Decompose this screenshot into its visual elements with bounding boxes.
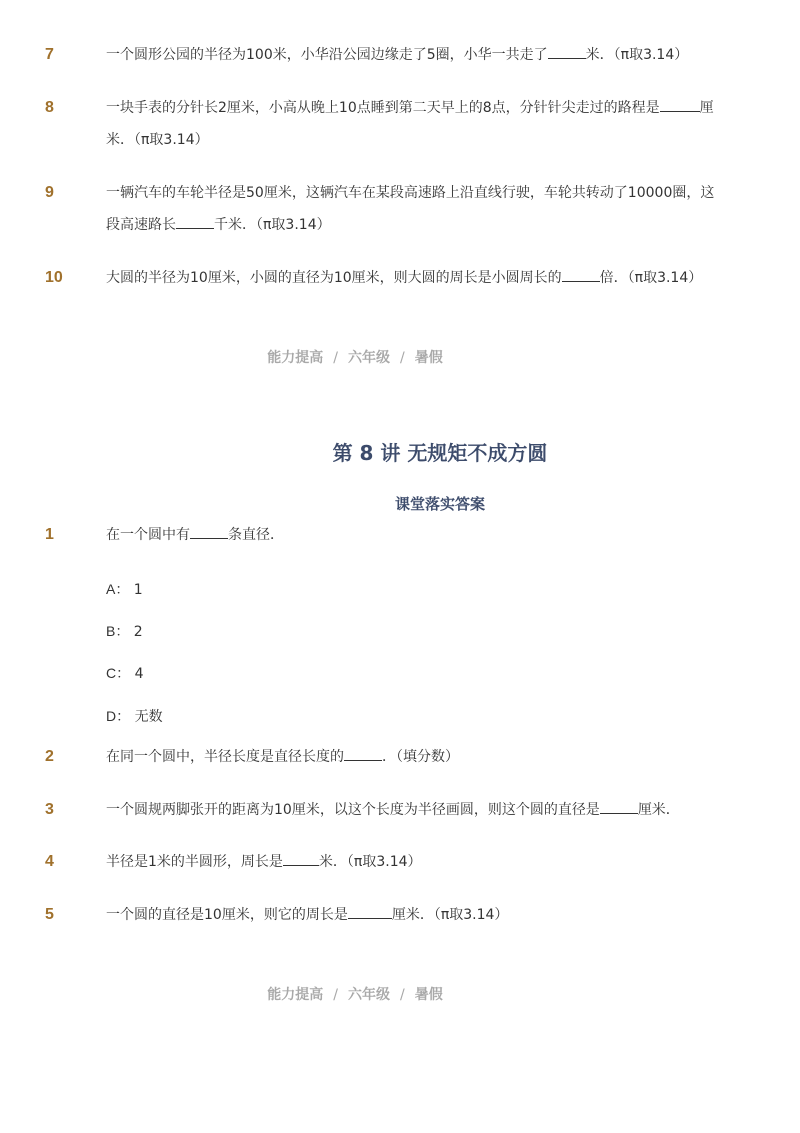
- question-number: 3: [45, 801, 54, 818]
- section-title: 课堂落实答案: [394, 495, 485, 513]
- option-d: D： 无数: [106, 708, 163, 725]
- question-number: 10: [45, 269, 63, 286]
- question-number: 2: [45, 748, 54, 765]
- page-footer: 能力提高 / 六年级 / 暑假: [267, 350, 443, 366]
- answer-blank: [600, 799, 638, 814]
- answer-blank: [190, 524, 228, 539]
- question-number: 5: [45, 906, 54, 923]
- question-number: 1: [45, 526, 54, 543]
- answer-blank: [548, 44, 586, 59]
- page-footer: 能力提高 / 六年级 / 暑假: [267, 987, 443, 1003]
- answer-blank: [660, 97, 700, 112]
- answer-blank: [562, 267, 600, 282]
- answer-blank: [176, 214, 214, 229]
- question-text: 一个圆形公园的半径为100米，小华沿公园边缘走了5圈，小华一共走了 米．（π取3.14）: [106, 39, 721, 71]
- question-text: 在一个圆中有 条直径．: [106, 519, 721, 551]
- question-text: 半径是1米的半圆形，周长是 米．（π取3.14）: [106, 846, 721, 878]
- question-text: 在同一个圆中，半径长度是直径长度的 ．（填分数）: [106, 741, 721, 773]
- option-b: B： 2: [106, 623, 143, 640]
- question-text: 一个圆规两脚张开的距离为10厘米，以这个长度为半径画圆，则这个圆的直径是 厘米．: [106, 794, 721, 826]
- question-number: 7: [45, 46, 54, 63]
- lecture-title: 第 8 讲 无规矩不成方圆: [332, 441, 548, 465]
- question-text: 一个圆的直径是10厘米，则它的周长是 厘米．（π取3.14）: [106, 899, 721, 931]
- option-c: C： 4: [106, 665, 144, 682]
- answer-blank: [283, 851, 319, 866]
- answer-blank: [344, 746, 382, 761]
- question-number: 9: [45, 184, 54, 201]
- option-a: A： 1: [106, 581, 143, 598]
- question-number: 4: [45, 853, 54, 870]
- question-text: 一块手表的分针长2厘米，小高从晚上10点睡到第二天早上的8点，分针针尖走过的路程是 厘米．（π取3.14）: [106, 92, 721, 156]
- question-text: 一辆汽车的车轮半径是50厘米，这辆汽车在某段高速路上沿直线行驶，车轮共转动了10000圈，这段高速路长 千米．（π取3.14）: [106, 185, 715, 233]
- question-text: 大圆的半径为10厘米，小圆的直径为10厘米，则大圆的周长是小圆周长的 倍．（π取3.14）: [106, 262, 721, 294]
- answer-blank: [348, 904, 392, 919]
- question-number: 8: [45, 99, 54, 116]
